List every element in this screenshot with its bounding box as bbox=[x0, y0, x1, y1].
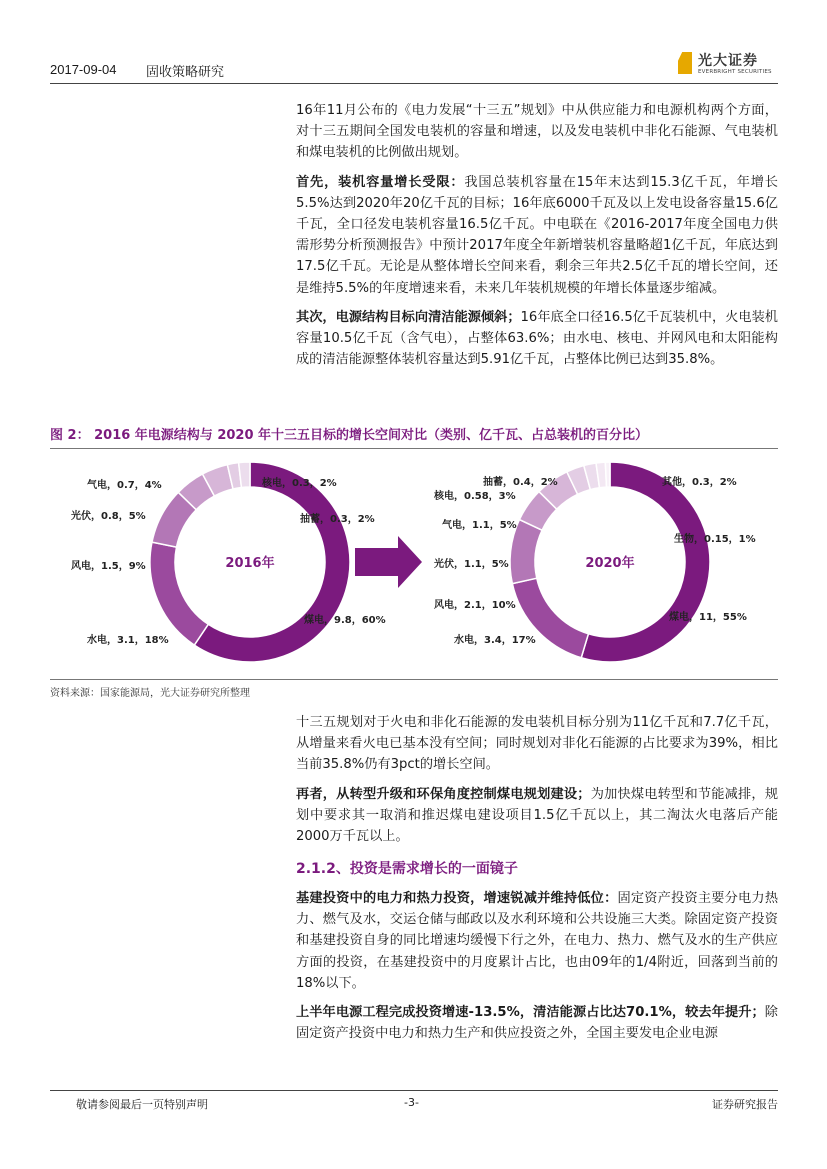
paragraph-7-text: 除固定资产投资中电力和热力生产和供应投资之外，全国主要发电企业电源 bbox=[296, 1005, 778, 1042]
donut-data-label: 抽蓄，0.4，2% bbox=[483, 477, 558, 488]
paragraph-7 bbox=[296, 1002, 778, 1044]
footer-report-type: 证券研究报告 bbox=[712, 1098, 778, 1111]
figure-title: 图 2： 2016 年电源结构与 2020 年十三五目标的增长空间对比（类别、亿千瓦、占总装机的百分比） bbox=[50, 428, 649, 443]
donut-slice-9 bbox=[605, 462, 610, 487]
report-category: 固收策略研究 bbox=[146, 65, 225, 80]
donut-slice-2 bbox=[150, 542, 208, 645]
report-date: 2017-09-04 bbox=[50, 62, 117, 77]
logo-name-en: EVERBRIGHT SECURITIES bbox=[698, 69, 772, 75]
donut-data-label: 抽蓄，0.3，2% bbox=[300, 514, 375, 525]
donut-chart-2016 bbox=[71, 462, 386, 662]
donut-slice-7 bbox=[239, 462, 250, 487]
footer-disclaimer: 敬请参阅最后一页特别声明 bbox=[76, 1098, 208, 1111]
donut-center-label: 2016年 bbox=[225, 556, 275, 571]
donut-data-label: 煤电，9.8，60% bbox=[304, 615, 386, 626]
paragraph-5-text: 为加快煤电转型和节能减排，规划中要求其一取消和推迟煤电建设项目1.5亿千瓦以上，其二淘汰火电落后产能2000万千瓦以上。 bbox=[296, 786, 779, 845]
donut-data-label: 风电，2.1，10% bbox=[434, 600, 516, 611]
paragraph-1: 16年11月公布的《电力发展“十三五”规划》中从供应能力和电源机构两个方面，对十三五期间全国发电装机的容量和增速，以及发电装机中非化石能源、气电装机和煤电装机的比例做出规划。 bbox=[296, 103, 778, 161]
donut-data-label: 煤电，11，55% bbox=[669, 612, 747, 623]
logo-name-cn: 光大证券 bbox=[698, 53, 758, 69]
page-header bbox=[50, 53, 778, 84]
paragraph-5 bbox=[296, 784, 778, 848]
donut-data-label: 气电，0.7，4% bbox=[87, 480, 162, 491]
body-block-middle bbox=[296, 712, 778, 855]
figure-divider-top bbox=[50, 448, 778, 449]
donut-data-label: 核电，0.3，2% bbox=[262, 478, 337, 489]
donut-data-label: 气电，1.1，5% bbox=[442, 520, 517, 531]
figure-source: 资料来源：国家能源局，光大证券研究所整理 bbox=[50, 688, 250, 699]
logo-mark-icon bbox=[678, 52, 692, 74]
donut-data-label: 生物，0.15，1% bbox=[674, 534, 756, 545]
paragraph-6-lead: 基建投资中的电力和热力投资，增速锐减并维持低位： bbox=[296, 891, 618, 906]
company-logo bbox=[678, 50, 778, 80]
page-number: -3- bbox=[404, 1096, 419, 1109]
section-heading: 2.1.2、投资是需求增长的一面镜子 bbox=[296, 861, 518, 877]
body-block-top bbox=[296, 100, 778, 378]
paragraph-3-text: 16年底全口径16.5亿千瓦装机中，火电装机容量10.5亿千瓦（含气电），占整体63.6%；由水电、核电、并网风电和太阳能构成的清洁能源整体装机容量达到5.91亿千瓦，占整体比例已达到35.8%。 bbox=[296, 309, 778, 368]
paragraph-2 bbox=[296, 172, 778, 299]
donut-data-label: 核电，0.58，3% bbox=[434, 491, 516, 502]
paragraph-2-lead: 首先，装机容量增长受限： bbox=[296, 174, 465, 190]
paragraph-6-text: 固定资产投资主要分电力热力、燃气及水，交运仓储与邮政以及水利环境和公共设施三大类。除固定资产投资和基建投资自身的同比增速均缓慢下行之外，在电力、热力、燃气及水的生产供应方面的投资，在基建投资中的月度累计占比，也由09年的1/4附近，回落到当前的18%以下。 bbox=[296, 891, 779, 991]
donut-data-label: 其他，0.3，2% bbox=[662, 477, 737, 488]
donut-data-label: 水电，3.4，17% bbox=[454, 635, 536, 646]
donut-data-label: 光伏，1.1，5% bbox=[434, 559, 509, 570]
footer-divider bbox=[50, 1090, 778, 1091]
donut-charts-figure bbox=[50, 450, 778, 678]
paragraph-3-lead: 其次，电源结构目标向清洁能源倾斜； bbox=[296, 309, 521, 325]
body-block-bottom bbox=[296, 888, 778, 1052]
paragraph-3 bbox=[296, 307, 778, 371]
donut-chart-2020 bbox=[433, 462, 756, 662]
paragraph-5-lead: 再者，从转型升级和环保角度控制煤电规划建设； bbox=[296, 786, 591, 802]
donut-data-label: 水电，3.1，18% bbox=[87, 635, 169, 646]
figure-divider-bottom bbox=[50, 679, 778, 680]
paragraph-2-text: 我国总装机容量在15年末达到15.3亿千瓦，年增长5.5%达到2020年20亿千瓦的目标；16年底6000千瓦及以上发电设备容量15.6亿千瓦，全口径发电装机容量16.5亿千瓦。中电联在《2016-2017年度全国电力供需形势分析预测报告》中预计2017年度全年新增装机容量略超1亿千瓦，年底达到17.5亿千瓦。无论是从整体增长空间来看，剩余三年共2.5亿千瓦的增长空间，还是维持5.5%的年度增速来看，未来几年装机规模的年增长体量逐步缩减。 bbox=[296, 174, 778, 296]
paragraph-4: 十三五规划对于火电和非化石能源的发电装机目标分别为11亿千瓦和7.7亿千瓦，从增量来看火电已基本没有空间；同时规划对非化石能源的占比要求为39%，相比当前35.8%仍有3pct的增长空间。 bbox=[296, 715, 778, 773]
paragraph-7-lead: 上半年电源工程完成投资增速-13.5%，清洁能源占比达70.1%，较去年提升； bbox=[296, 1005, 765, 1021]
paragraph-6 bbox=[296, 888, 778, 994]
donut-center-label: 2020年 bbox=[585, 556, 635, 571]
arrow-icon bbox=[355, 536, 422, 588]
donut-data-label: 风电，1.5，9% bbox=[71, 561, 146, 572]
header-divider bbox=[50, 83, 778, 84]
donut-data-label: 光伏，0.8，5% bbox=[71, 511, 146, 522]
